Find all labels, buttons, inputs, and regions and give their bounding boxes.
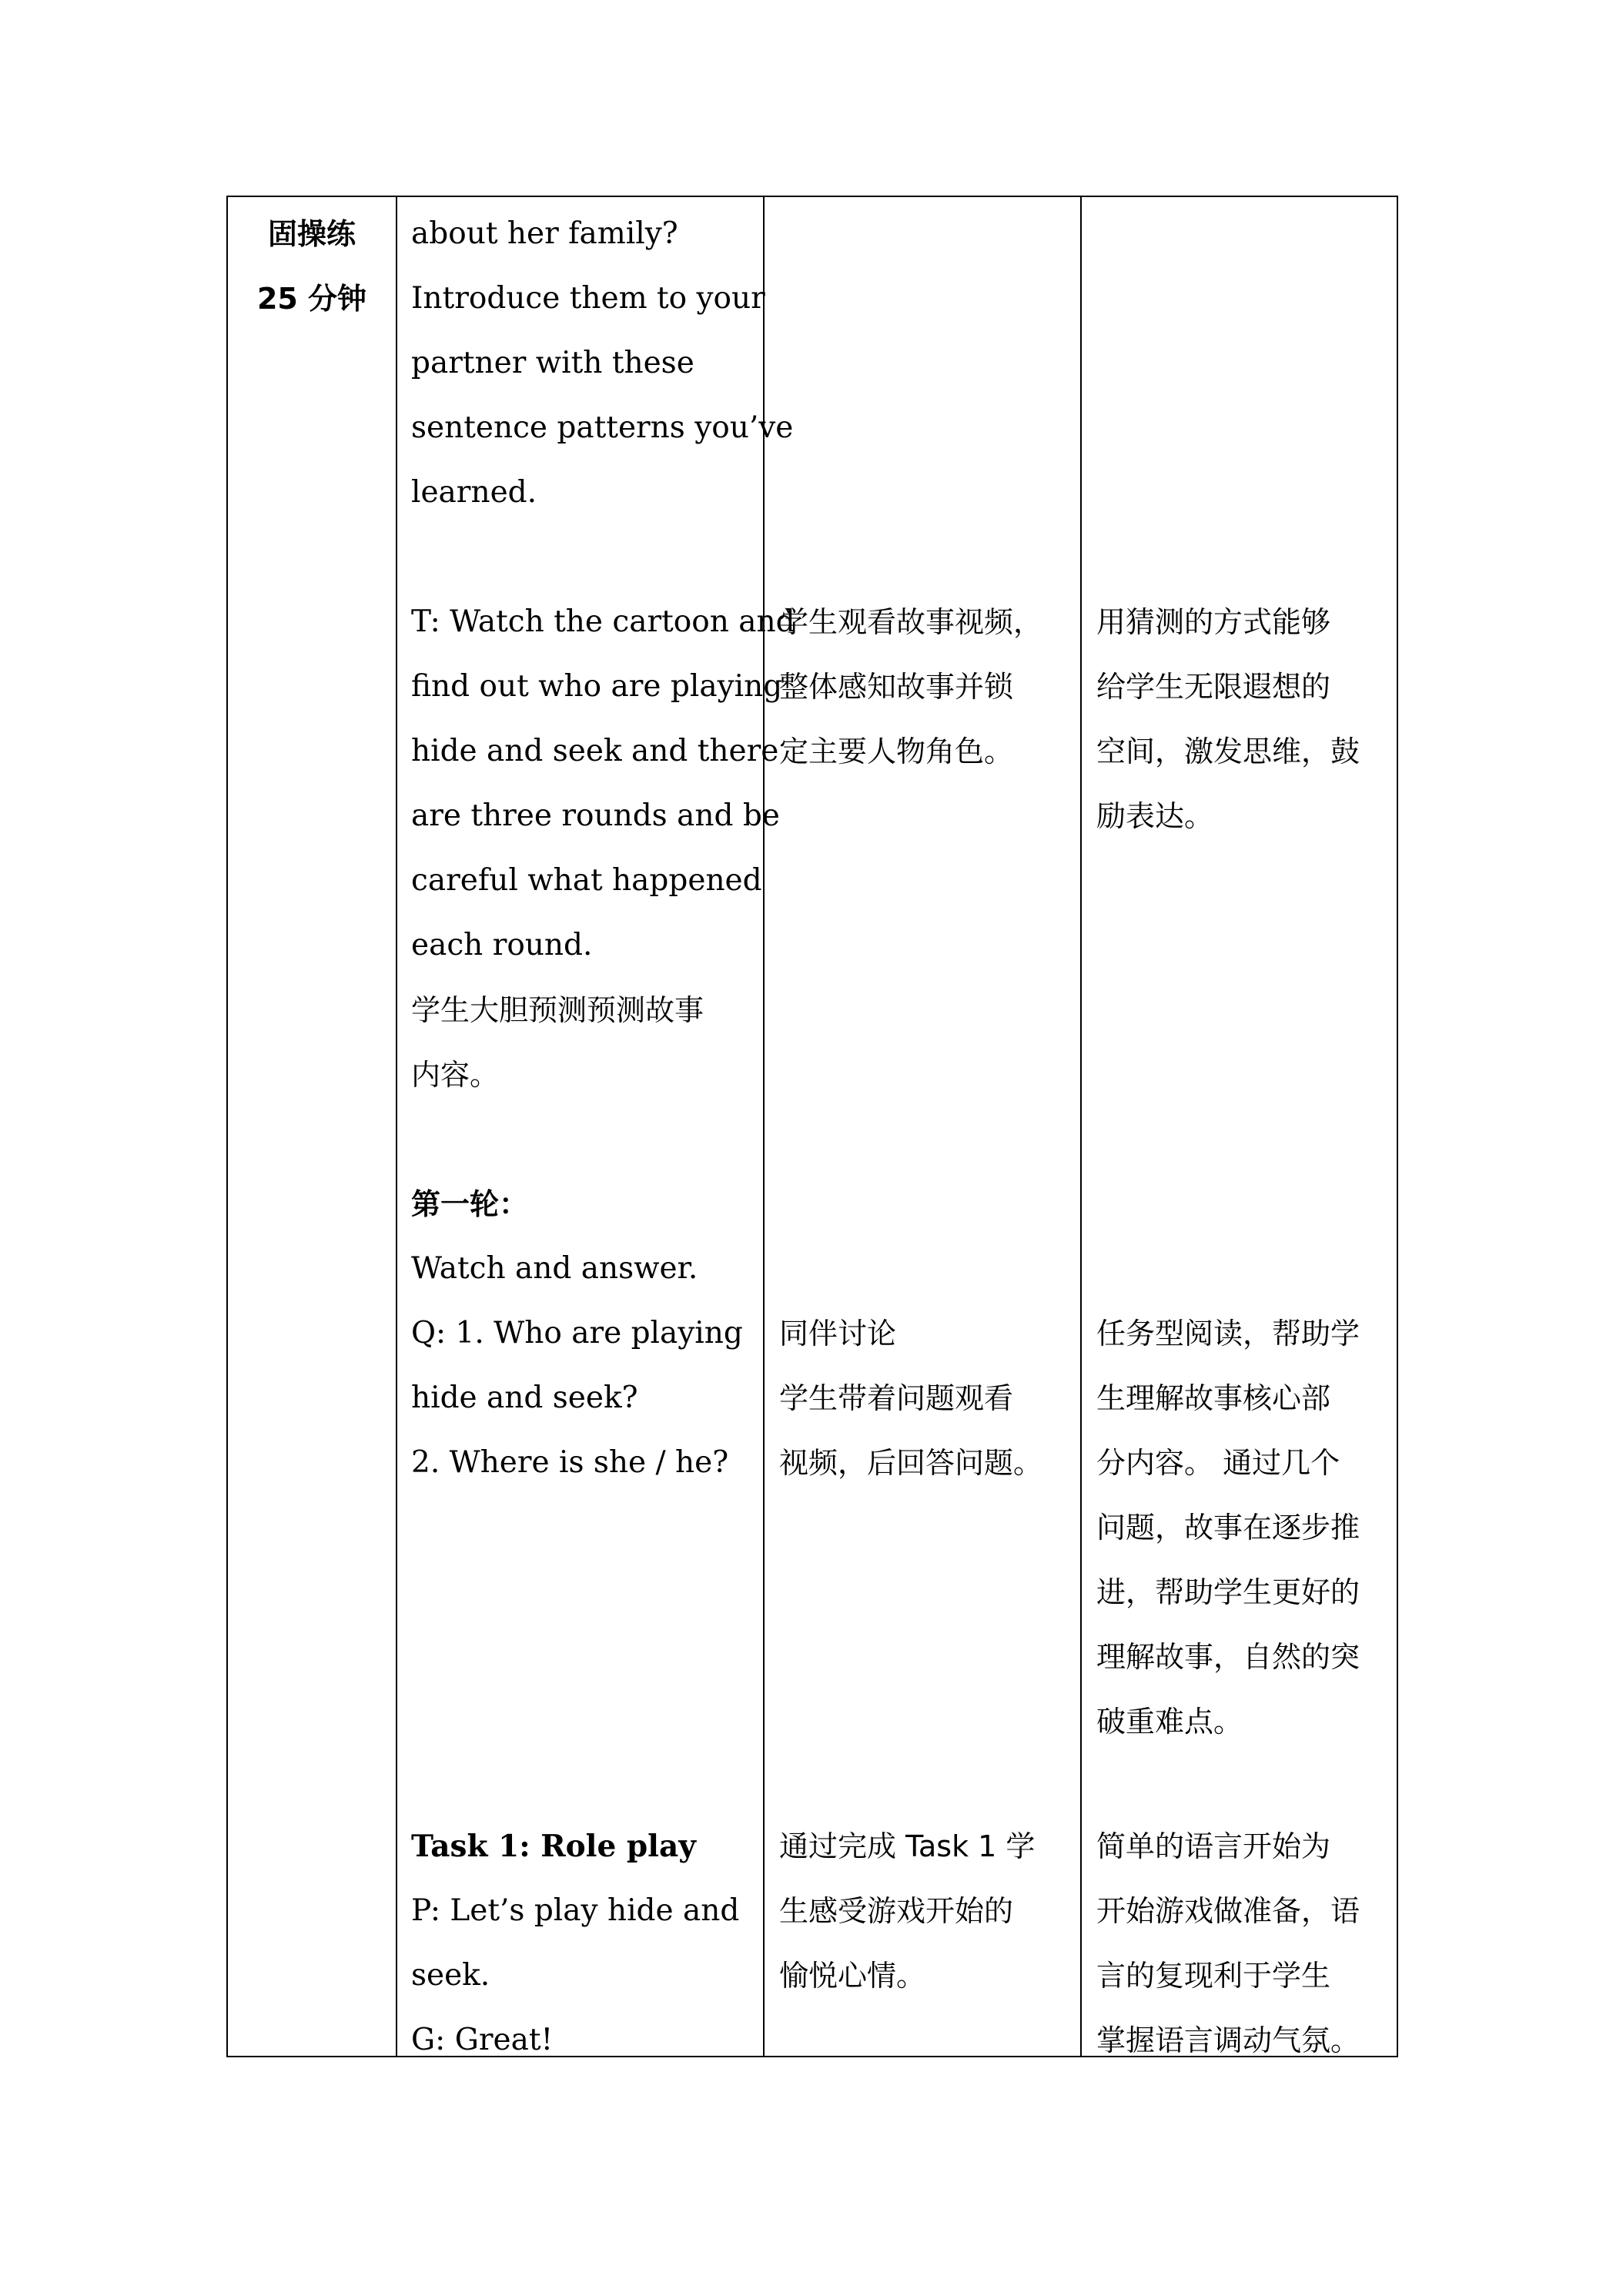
lesson-plan-table — [226, 196, 1398, 2057]
student-line: 愉悦心情。 — [779, 1959, 926, 1993]
activity-line: find out who are playing — [411, 669, 783, 704]
stage-duration: 25 分钟 — [256, 282, 367, 316]
student-line: 同伴讨论 — [779, 1317, 897, 1350]
column-divider — [1080, 197, 1082, 2056]
purpose-line: 空间，激发思维，鼓 — [1096, 735, 1360, 768]
activity-line: seek. — [411, 1958, 490, 1993]
activity-line: sentence patterns you’ve — [411, 410, 794, 445]
task-heading: Task 1: Role play — [411, 1829, 696, 1864]
activity-line: Q: 1. Who are playing — [411, 1316, 743, 1350]
purpose-line: 理解故事，自然的突 — [1096, 1640, 1360, 1674]
activity-line: are three rounds and be — [411, 798, 780, 833]
column-divider — [763, 197, 765, 2056]
stage-column — [228, 197, 396, 2056]
activity-line: T: Watch the cartoon and — [411, 604, 795, 639]
activity-line: learned. — [411, 475, 537, 510]
student-line: 学生带着问题观看 — [779, 1381, 1014, 1415]
student-column — [779, 197, 1076, 2056]
activity-column — [411, 197, 795, 2057]
purpose-line: 言的复现利于学生 — [1096, 1959, 1331, 1993]
purpose-line: 给学生无限遐想的 — [1096, 670, 1331, 704]
activity-line: 2. Where is she / he? — [411, 1445, 729, 1480]
activity-line: 学生大胆预测预测故事 — [411, 993, 704, 1027]
purpose-line: 简单的语言开始为 — [1096, 1829, 1331, 1863]
activity-line: P: Let’s play hide and — [411, 1893, 740, 1928]
activity-line: G: Great! — [411, 2023, 554, 2057]
purpose-line: 开始游戏做准备，语 — [1096, 1894, 1360, 1928]
purpose-line: 掌握语言调动气氛。 — [1096, 2023, 1360, 2057]
stage-label: 固操练 — [267, 217, 356, 251]
column-divider — [396, 197, 397, 2056]
purpose-line: 生理解故事核心部 — [1096, 1381, 1331, 1415]
purpose-column — [1096, 197, 1395, 2056]
purpose-line: 问题，故事在逐步推 — [1096, 1511, 1360, 1545]
activity-line: each round. — [411, 928, 593, 962]
student-line: 通过完成 Task 1 学 — [779, 1829, 1036, 1863]
activity-line: Watch and answer. — [411, 1251, 698, 1286]
purpose-line: 任务型阅读，帮助学 — [1096, 1317, 1360, 1350]
activity-line: hide and seek and there — [411, 734, 779, 768]
activity-line: Introduce them to your — [411, 281, 765, 316]
student-line: 生感受游戏开始的 — [779, 1894, 1014, 1928]
purpose-line: 用猜测的方式能够 — [1096, 605, 1331, 639]
activity-line: partner with these — [411, 346, 694, 380]
activity-line: 内容。 — [411, 1058, 500, 1092]
student-line: 整体感知故事并锁 — [779, 670, 1014, 704]
purpose-line: 破重难点。 — [1096, 1705, 1243, 1739]
student-line: 视频，后回答问题。 — [779, 1446, 1043, 1480]
purpose-line: 励表达。 — [1096, 799, 1214, 833]
activity-line: about her family? — [411, 216, 678, 251]
purpose-line: 进，帮助学生更好的 — [1096, 1575, 1360, 1609]
purpose-line: 分内容。 通过几个 — [1096, 1446, 1340, 1480]
activity-line: careful what happened — [411, 863, 762, 898]
activity-line: hide and seek? — [411, 1381, 638, 1415]
student-line: 定主要人物角色。 — [779, 735, 1014, 768]
student-line: 学生观看故事视频， — [779, 605, 1043, 639]
round-heading: 第一轮： — [411, 1187, 529, 1221]
